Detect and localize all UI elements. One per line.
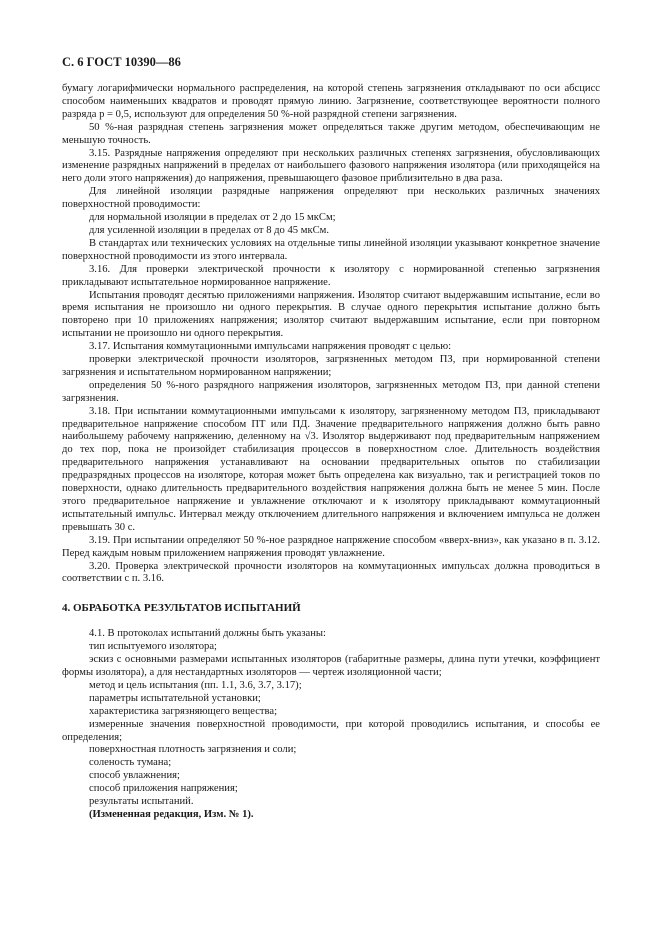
list-item: соленость тумана; — [89, 757, 172, 769]
revision-note: (Измененная редакция, Изм. № 1). — [89, 808, 254, 820]
clause-4-1: 4.1. В протоколах испытаний должны быть указаны: — [89, 628, 326, 640]
list-item: результаты испытаний. — [89, 796, 194, 808]
list-item: параметры испытательной установки; — [89, 692, 261, 704]
list-item: способ приложения напряжения; — [89, 783, 238, 795]
section-title: 4. ОБРАБОТКА РЕЗУЛЬТАТОВ ИСПЫТАНИЙ — [62, 602, 301, 615]
list-item: эскиз с основными размерами испытанных изоляторов (габаритные размеры, длина пути утечки, коэффициент формы изолятора), а для нестандартных изоляторов — чертеж изоляционной части; — [62, 654, 600, 678]
clause-3-17: 3.17. Испытания коммутационными импульсами напряжения проводят с целью: — [89, 341, 452, 353]
page-header: С. 6 ГОСТ 10390—86 — [62, 55, 181, 69]
list-item: для усиленной изоляции в пределах от 8 до 45 мкСм. — [89, 224, 330, 236]
list-item: поверхностная плотность загрязнения и соли; — [89, 744, 297, 756]
list-item: для нормальной изоляции в пределах от 2 до 15 мкСм; — [89, 212, 336, 224]
paragraph: бумагу логарифмически нормального распределения, на которой степень загрязнения откладывают по оси абсцисс способом наименьших квадратов и проводят прямую линию. Загрязнение, соответствующее вероятности полного разряда p = 0,5, используют для определения 50 %-ной разрядной степени загрязнения. — [62, 83, 600, 120]
clause-3-20: 3.20. Проверка электрической прочности изоляторов на коммутационных импульсах должна проводиться в соответствии с п. 3.16. — [62, 560, 600, 585]
paragraph: Испытания проводят десятью приложениями напряжения. Изолятор считают выдержавшим испытание, если во время испытания не произошло ни одного перекрытия. В случае одного перекрытия испытание должно быть повторено при 10 приложениях напряжения; изолятор считают выдержавшим испытание, если при повторном испытании не произошло ни одного перекрытия. — [62, 289, 600, 340]
clause-3-15: 3.15. Разрядные напряжения определяют при нескольких различных степенях загрязнения, обусловливающих изменение разрядных напряжений в пределах от наибольшего фазового напряжения изолятора (или приходящейся на него доли этого напряжения) до напряжения, превышающего фазовое приблизительно в два раза. — [62, 147, 600, 185]
list-item: измеренные значения поверхностной проводимости, при которой проводились испытания, и способы ее определения; — [62, 718, 600, 743]
paragraph: Для линейной изоляции разрядные напряжения определяют при нескольких различных значениях поверхностной проводимости: — [62, 186, 600, 211]
list-item: определения 50 %-ного разрядного напряжения изоляторов, загрязненных методом ПЗ, при данной степени загрязнения. — [62, 379, 600, 404]
list-item: способ увлажнения; — [89, 770, 180, 782]
document-body — [62, 83, 600, 822]
list-item: метод и цель испытания (пп. 1.1, 3.6, 3.7, 3.17); — [89, 679, 302, 691]
clause-3-18: 3.18. При испытании коммутационными импульсами к изолятору, загрязненному методом ПЗ, прикладывают предварительное напряжение способом ПТ или ПД. Значение предварительного напряжения должно быть равно наибольшему рабочему напряжению, деленному на √3. Изолятор выдерживают под предварительным напряжением до тех пор, пока не произойдет стабилизация процессов в поверхностном слое. Длительность воздействия предварительного напряжения устанавливают на основании предварительных опытов по стабилизации предразрядных процессов на изоляторе, которая может быть определена как визуально, так и регистрацией токов по поверхности, однако длительность предварительного воздействия напряжения должна быть не менее 5 мин. После этого предварительное напряжение и увлажнение отключают и к изолятору прикладывают коммутационный испытательный импульс. Интервал между отключением длительного напряжения и включением импульса не должен превышать 30 с. — [62, 405, 600, 533]
list-item: тип испытуемого изолятора; — [89, 641, 217, 653]
paragraph: В стандартах или технических условиях на отдельные типы линейной изоляции указывают конкретное значение поверхностной проводимости из этого интервала. — [62, 237, 600, 262]
list-item: характеристика загрязняющего вещества; — [89, 705, 278, 717]
paragraph: 50 %-ная разрядная степень загрязнения может определяться также другим методом, обеспечивающим не меньшую точность. — [62, 121, 600, 146]
clause-3-19: 3.19. При испытании определяют 50 %-ное разрядное напряжение способом «вверх-вниз», как указано в п. 3.12. Перед каждым новым приложением напряжения проводят увлажнение. — [62, 534, 600, 559]
list-item: проверки электрической прочности изоляторов, загрязненных методом ПЗ, при нормированной степени загрязнения и испытательном нормированном напряжении; — [62, 354, 600, 378]
clause-3-16: 3.16. Для проверки электрической прочности к изолятору с нормированной степенью загрязнения прикладывают испытательное нормированное напряжение. — [62, 263, 600, 288]
